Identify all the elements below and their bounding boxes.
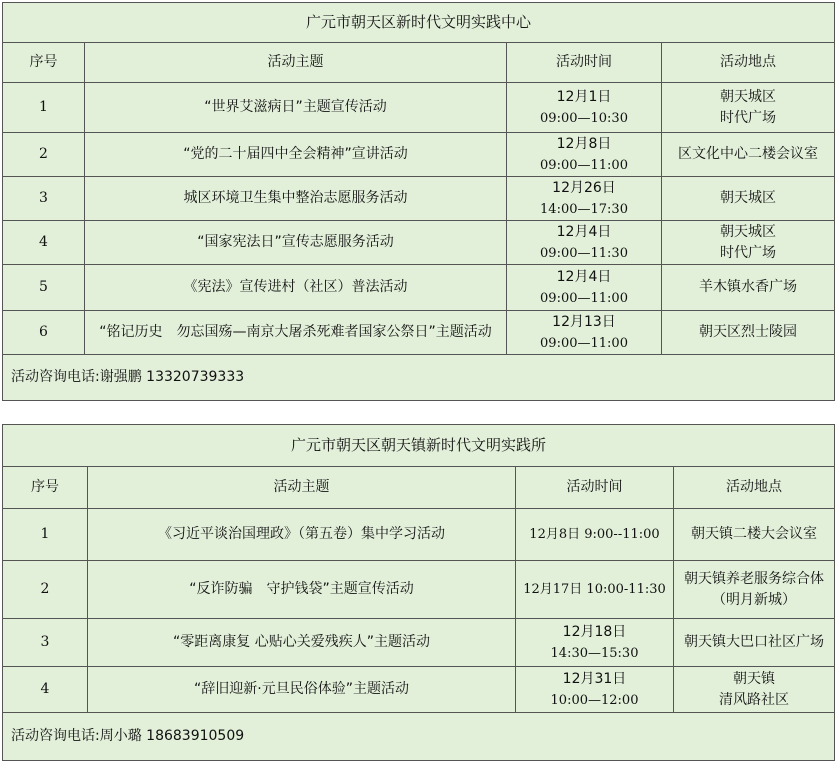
row-hours: 09:00—11:30 — [540, 245, 628, 261]
row-place — [662, 133, 835, 177]
row-hours: 09:00—11:00 — [540, 335, 628, 351]
row-place — [662, 265, 835, 311]
row-no: 2 — [3, 133, 85, 177]
header-topic: 活动主题 — [88, 467, 516, 509]
row-no: 3 — [3, 619, 88, 667]
row-no: 6 — [3, 311, 85, 355]
row-topic: “国家宪法日”宣传志愿服务活动 — [85, 221, 507, 265]
row-no: 2 — [3, 561, 88, 619]
row-hours: 10:00—12:00 — [550, 692, 639, 708]
row-place — [662, 311, 835, 355]
row-date: 12月17日 10:00-11:30 — [523, 582, 666, 597]
center-schedule-table — [2, 2, 835, 401]
row-place-line-1: 朝天镇二楼大会议室 — [691, 526, 817, 542]
row-time — [516, 561, 674, 619]
row-topic: “世界艾滋病日”主题宣传活动 — [85, 83, 507, 133]
table-row — [3, 221, 835, 265]
row-date: 12月8日 — [556, 135, 612, 152]
table-row — [3, 311, 835, 355]
row-date: 12月4日 — [556, 223, 612, 240]
row-place-line-2: 时代广场 — [720, 109, 776, 126]
header-topic: 活动主题 — [85, 43, 507, 83]
row-place-line-1: 朝天城区 — [720, 88, 776, 105]
row-place-line-1: 朝天城区 — [720, 223, 776, 240]
row-topic: “党的二十届四中全会精神”宣讲活动 — [85, 133, 507, 177]
row-topic: 《宪法》宣传进村（社区）普法活动 — [85, 265, 507, 311]
row-place-line-1: 朝天区烈士陵园 — [699, 324, 797, 340]
table-row — [3, 561, 835, 619]
row-place-line-2: 时代广场 — [720, 244, 776, 261]
row-time — [507, 83, 662, 133]
town-title: 广元市朝天区朝天镇新时代文明实践所 — [3, 425, 835, 467]
row-date: 12月31日 — [562, 670, 627, 687]
row-place-line-1: 朝天城区 — [720, 190, 776, 206]
table-row — [3, 667, 835, 713]
row-place — [674, 509, 835, 561]
header-no: 序号 — [3, 467, 88, 509]
row-time — [507, 221, 662, 265]
row-place-line-2: 清风路社区 — [719, 691, 789, 708]
row-topic: “铭记历史 勿忘国殇—南京大屠杀死难者国家公祭日”主题活动 — [85, 311, 507, 355]
row-place — [674, 667, 835, 713]
row-topic: “辞旧迎新·元旦民俗体验”主题活动 — [88, 667, 516, 713]
table-row — [3, 509, 835, 561]
header-place: 活动地点 — [674, 467, 835, 509]
header-place: 活动地点 — [662, 43, 835, 83]
center-title: 广元市朝天区新时代文明实践中心 — [3, 3, 835, 43]
town-header-row — [3, 467, 835, 509]
row-time — [516, 509, 674, 561]
table-row — [3, 83, 835, 133]
center-contact: 活动咨询电话:谢强鹏 13320739333 — [3, 355, 835, 401]
row-date: 12月18日 — [562, 623, 627, 640]
row-place-line-1: 朝天镇大巴口社区广场 — [684, 634, 824, 650]
row-no: 4 — [3, 221, 85, 265]
row-place — [674, 619, 835, 667]
row-place-line-1: 朝天镇养老服务综合体 — [684, 570, 824, 587]
row-place-line-1: 区文化中心二楼会议室 — [678, 146, 818, 162]
town-contact: 活动咨询电话:周小璐 18683910509 — [3, 713, 835, 761]
row-time — [507, 265, 662, 311]
row-place-line-1: 羊木镇水香广场 — [699, 279, 797, 295]
row-place — [662, 177, 835, 221]
row-place-line-2: （明月新城） — [712, 591, 796, 608]
row-place — [662, 221, 835, 265]
row-hours: 14:30—15:30 — [550, 645, 639, 661]
row-date: 12月1日 — [556, 88, 612, 105]
row-no: 5 — [3, 265, 85, 311]
row-no: 1 — [3, 509, 88, 561]
center-header-row — [3, 43, 835, 83]
row-hours: 09:00—11:00 — [540, 290, 628, 306]
row-date: 12月26日 — [552, 179, 616, 196]
row-time — [516, 619, 674, 667]
row-hours: 14:00—17:30 — [540, 201, 628, 217]
row-hours: 09:00—10:30 — [540, 110, 628, 126]
row-no: 4 — [3, 667, 88, 713]
table-row — [3, 619, 835, 667]
row-topic: 城区环境卫生集中整治志愿服务活动 — [85, 177, 507, 221]
row-place — [662, 83, 835, 133]
row-time — [507, 133, 662, 177]
table-row — [3, 133, 835, 177]
header-time: 活动时间 — [507, 43, 662, 83]
row-place-line-1: 朝天镇 — [733, 670, 775, 687]
row-time — [516, 667, 674, 713]
header-time: 活动时间 — [516, 467, 674, 509]
town-schedule-table — [2, 424, 835, 761]
row-date: 12月13日 — [552, 313, 616, 330]
row-time — [507, 311, 662, 355]
row-topic: “反诈防骗 守护钱袋”主题宣传活动 — [88, 561, 516, 619]
row-place — [674, 561, 835, 619]
row-time — [507, 177, 662, 221]
row-topic: 《习近平谈治国理政》（第五卷）集中学习活动 — [88, 509, 516, 561]
row-hours: 09:00—11:00 — [540, 157, 628, 173]
row-date: 12月8日 9:00--11:00 — [529, 527, 660, 542]
row-no: 1 — [3, 83, 85, 133]
row-date: 12月4日 — [556, 268, 612, 285]
table-row — [3, 177, 835, 221]
row-no: 3 — [3, 177, 85, 221]
row-topic: “零距离康复 心贴心关爱残疾人”主题活动 — [88, 619, 516, 667]
header-no: 序号 — [3, 43, 85, 83]
table-row — [3, 265, 835, 311]
